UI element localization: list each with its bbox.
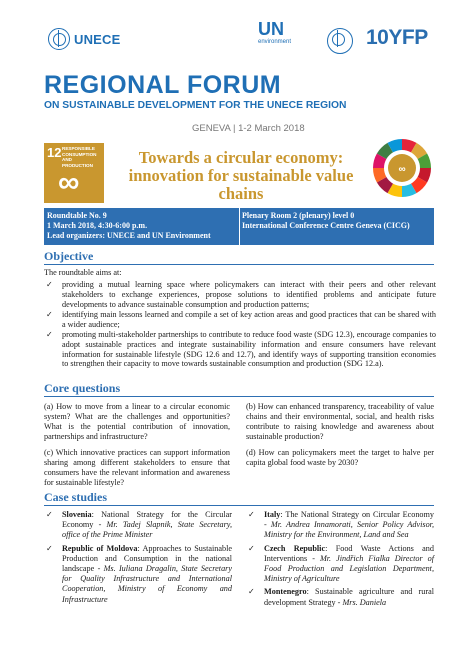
check-icon: ✓ [248, 543, 255, 553]
list-item: ✓ Republic of Moldova: Approaches to Sustainable Production and Consumption in the national landscape - Ms. Iuliana Dragalin, State Secretary for Quality Infrastructure and International Cooperation, Ministry of Economy and Infrastructure [46, 543, 232, 604]
header-logos [48, 19, 448, 56]
un-emblem-icon [48, 28, 70, 50]
objective-intro: The roundtable aims at: [44, 268, 122, 277]
info-divider [239, 208, 240, 245]
un-emblem-icon [327, 28, 353, 54]
case-studies-rule [44, 505, 434, 506]
roundtable-info-box [44, 208, 434, 245]
case-studies-heading: Case studies [44, 490, 108, 504]
sdg-wheel-icon [372, 138, 432, 198]
svg-text:∞: ∞ [398, 164, 406, 175]
sdg-number: 12 [47, 145, 62, 160]
case-country: Montenegro [264, 587, 307, 597]
roundtable-venue: International Conference Centre Geneva (CICG) [242, 221, 410, 230]
list-item: ✓ Czech Republic: Food Waste Actions and Interventions - Mr. Jindřich Fialka Director of Food Production and Legislation Department, Ministry of Agriculture [248, 543, 434, 584]
check-icon: ✓ [46, 329, 53, 339]
list-item: ✓ Slovenia: National Strategy for the Circular Economy - Mr. Tadej Slapnik, State Secretary, office of the Prime Minister [46, 510, 232, 540]
check-icon: ✓ [248, 510, 255, 519]
forum-date: GENEVA | 1-2 March 2018 [192, 123, 305, 134]
check-icon: ✓ [248, 587, 255, 597]
case-studies-right [246, 510, 434, 611]
objective-list [44, 280, 436, 370]
list-item: ✓ promoting multi-stakeholder partnerships to contribute to reduce food waste (SDG 12.3), encourage companies to adopt sustainable practices and integrate sustainability information and ensure consumers have relevant information for sustainable lifestyle (SDG 12.6 and 12.7), and identify ways of supporting transition economies to strengthen their capacity to move towards sustainable consumption and production (SDG 12.a). [46, 329, 436, 369]
question-a: (a) How to move from a linear to a circular economic system? What are the challenges and opportunities? What is the potential contribution of innovation, partnerships and infrastructure? [44, 402, 230, 441]
roundtable-organizers: Lead organizers: UNECE and UN Environment [47, 231, 211, 240]
objective-rule [44, 264, 434, 265]
case-country: Slovenia [62, 510, 92, 519]
case-speaker: Ms. Iuliana Dragalin, State Secretary for Quality Infrastructure and International Cooperation, Ministry of Economy and Infrastructure [62, 564, 232, 604]
core-questions-heading: Core questions [44, 381, 121, 395]
forum-subtitle: ON SUSTAINABLE DEVELOPMENT FOR THE UNECE REGION [44, 100, 347, 111]
core-questions-rule [44, 396, 434, 397]
question-d: (d) How can policymakers meet the target to halve per capita global food waste by 2030? [246, 448, 434, 467]
list-item: ✓ Montenegro: Sustainable agriculture and rural development Strategy - Mrs. Daniela [248, 587, 434, 607]
unece-logo-text: UNECE [74, 31, 121, 47]
list-item: ✓ providing a mutual learning space where policymakers can interact with their peers and other relevant stakeholders to exchange experiences, propose solutions to identified problems and anticipate future developments to advance sustainable consumption and production patterns; [46, 280, 436, 309]
check-icon: ✓ [46, 543, 53, 553]
unece-logo [48, 28, 121, 50]
roundtable-headline: Towards a circular economy: innovation for sustainable value chains [128, 148, 354, 203]
roundtable-time: 1 March 2018, 4:30-6:00 p.m. [47, 221, 148, 230]
roundtable-room: Plenary Room 2 (plenary) level 0 [242, 211, 355, 220]
un-environment-logo-small: environment [258, 39, 292, 45]
sdg12-badge [44, 143, 104, 203]
10yfp-logo: 10YFP [366, 26, 428, 49]
objective-heading: Objective [44, 249, 94, 263]
infinity-icon: ∞ [58, 166, 80, 199]
check-icon: ✓ [46, 280, 53, 289]
un-emblem-logo [327, 28, 353, 59]
roundtable-number: Roundtable No. 9 [47, 211, 107, 220]
check-icon: ✓ [46, 510, 53, 519]
info-right-column [242, 211, 410, 231]
question-c: (c) Which innovative practices can support information sharing among different stakeholders to ensure that consumers have the relevant information and awareness for sustainable lifestyle? [44, 448, 230, 487]
sdg-label: RESPONSIBLE CONSUMPTION AND PRODUCTION [62, 146, 97, 168]
question-b: (b) How can enhanced transparency, traceability of value chains and their environmental, social, and health risks contribute to raising knowledge and awareness about sustainable production? [246, 402, 434, 441]
case-speaker: Mr. Andrea Innamorati, Senior Policy Advisor, Ministry for the Environment, Land and Sea [264, 520, 434, 540]
case-country: Italy [264, 510, 281, 519]
un-environment-logo-big: UN [258, 19, 284, 39]
forum-title: REGIONAL FORUM [44, 71, 282, 99]
list-item: ✓ Italy: The National Strategy on Circular Economy - Mr. Andrea Innamorati, Senior Policy Advisor, Ministry for the Environment, Land and Sea [248, 510, 434, 540]
case-country: Czech Republic [264, 543, 326, 553]
check-icon: ✓ [46, 309, 53, 319]
case-speaker: Mr. Tadej Slapnik, State Secretary, office of the Prime Minister [62, 520, 232, 540]
case-speaker: Mrs. Daniela [342, 597, 387, 607]
list-item: ✓ identifying main lessons learned and compile a set of key action areas and good practices that can be shared with a wider audience; [46, 309, 436, 329]
case-studies-left [44, 510, 232, 608]
case-country: Republic of Moldova [62, 543, 138, 553]
info-left-column [47, 211, 211, 241]
case-speaker: Mr. Jindřich Fialka Director of Food Production and Legislation Department, Ministry of Agriculture [264, 553, 434, 584]
un-environment-logo [258, 20, 318, 46]
